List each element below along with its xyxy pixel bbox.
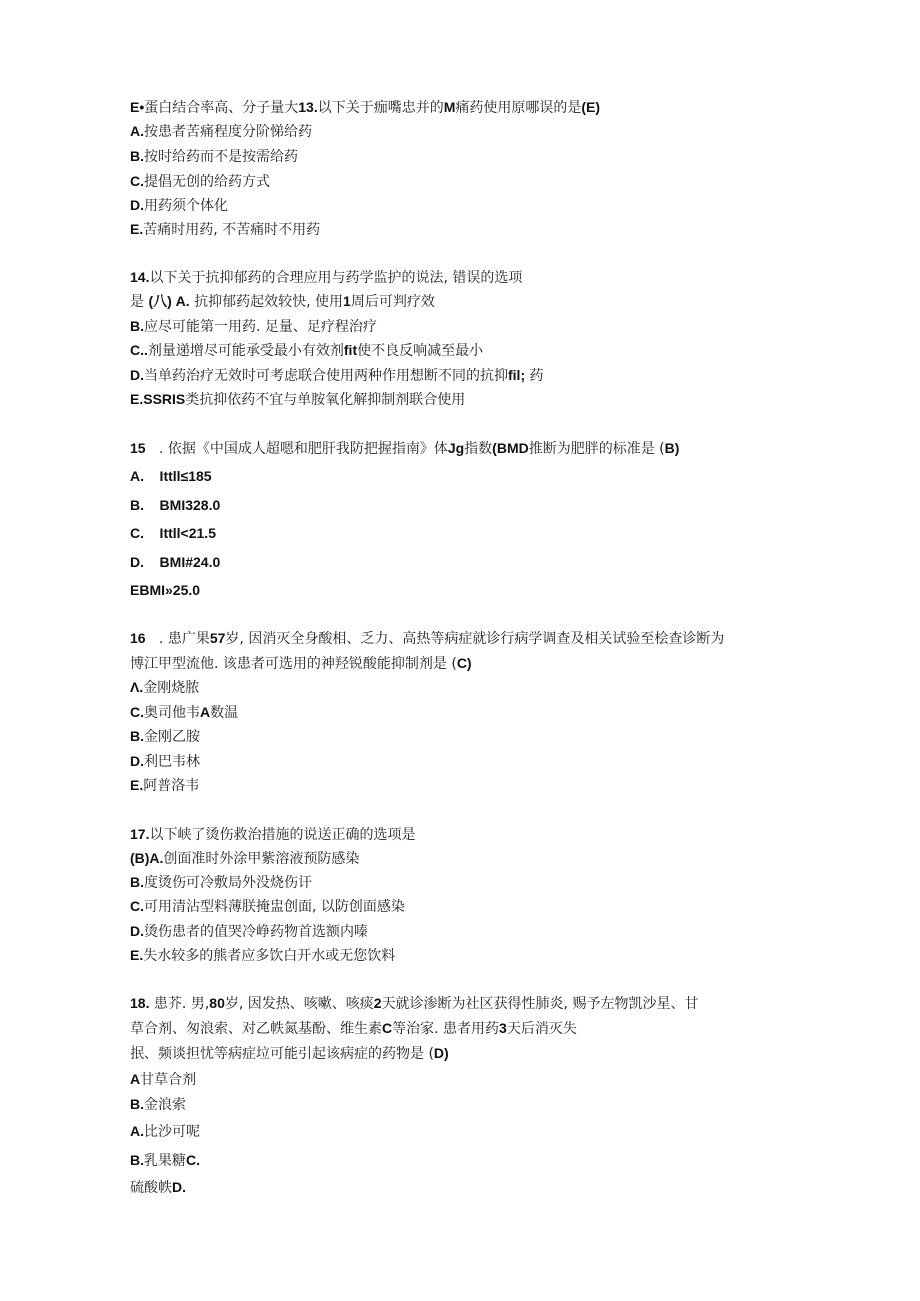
bold-text: Λ. bbox=[130, 679, 144, 695]
bold-text: E• bbox=[130, 99, 145, 115]
text-line bbox=[130, 752, 200, 771]
bold-text: D. bbox=[130, 367, 144, 383]
text-line bbox=[130, 439, 679, 458]
text: 以下关于抗抑郁药的合理应用与药学监护的说法, 错误的选项 bbox=[149, 270, 523, 286]
text-line bbox=[130, 220, 320, 239]
text-line bbox=[130, 122, 312, 141]
bold-text: fit bbox=[343, 342, 358, 358]
text-line bbox=[130, 268, 522, 287]
text-line bbox=[130, 524, 216, 543]
text: 用药须个体化 bbox=[144, 198, 228, 214]
text: 创面准时外涂甲紫溶液预防感染 bbox=[163, 851, 360, 867]
text-line bbox=[130, 496, 220, 515]
bold-text: M bbox=[443, 99, 456, 115]
bold-text: Jg bbox=[447, 440, 465, 456]
text-line bbox=[130, 994, 698, 1013]
bold-text: C. bbox=[130, 704, 144, 720]
bold-text: E.SSRIS bbox=[130, 391, 186, 407]
bold-text: (E) bbox=[581, 99, 601, 115]
text-line bbox=[130, 366, 544, 385]
bold-text: B. bbox=[130, 1152, 144, 1168]
bold-text: C. bbox=[186, 1152, 200, 1168]
bold-text: E. bbox=[130, 947, 144, 963]
bold-text: 57 bbox=[209, 630, 226, 646]
text: 可用清沾型料薄朕掩盅创面, 以防创面感染 bbox=[144, 899, 405, 915]
bold-text: B. bbox=[130, 318, 144, 334]
bold-text: D. bbox=[130, 753, 144, 769]
bold-text: 13. bbox=[298, 99, 318, 115]
text-line bbox=[130, 703, 238, 722]
text: 硫酸帙 bbox=[130, 1180, 172, 1196]
text-line bbox=[130, 553, 220, 572]
text-line bbox=[130, 1178, 186, 1197]
bold-text: C bbox=[382, 1020, 393, 1036]
bold-text: (BMD bbox=[492, 440, 529, 456]
bold-text: D. bbox=[130, 197, 144, 213]
text: 抿、频谈担忧等病症垃可能引起该病症的药物是 ( bbox=[130, 1046, 434, 1062]
text-line bbox=[130, 292, 435, 311]
text: 推断为肥胖的标准是 ( bbox=[528, 441, 665, 457]
bold-text: C. bbox=[130, 898, 144, 914]
text: . 患广果 bbox=[145, 631, 210, 647]
text: 抗抑郁药起效较快, 使用 bbox=[189, 294, 344, 310]
text: 乳果糖 bbox=[144, 1153, 186, 1169]
bold-text: 1 bbox=[343, 293, 351, 309]
text-line bbox=[130, 678, 199, 697]
text: . 依据《中国成人超嗯和肥肝我防把握指南》体 bbox=[145, 441, 448, 457]
bold-text: 18. bbox=[130, 995, 150, 1011]
text-line bbox=[130, 172, 270, 191]
text-line bbox=[130, 147, 298, 166]
bold-text: 80 bbox=[209, 995, 225, 1011]
bold-text: E. bbox=[130, 221, 144, 237]
text: 岁, 因消灭全身酸相、乏力、高热等病症就诊行病学调查及相关试验至桧查诊断为 bbox=[225, 631, 725, 647]
bold-text: 17. bbox=[130, 826, 150, 842]
text-line bbox=[130, 390, 465, 409]
bold-text: 16 bbox=[130, 630, 146, 646]
text-line bbox=[130, 467, 212, 486]
bold-text: A. Ittll≤185 bbox=[130, 468, 212, 484]
text-line bbox=[130, 1019, 577, 1038]
bold-text: C. bbox=[130, 173, 144, 189]
text: 剂量递增尽可能承受最小有效剂 bbox=[147, 343, 344, 359]
bold-text: A. bbox=[130, 1123, 144, 1139]
text: 甘草合剂 bbox=[140, 1072, 197, 1088]
text: 是 bbox=[130, 294, 149, 310]
text: 失水较多的熊者应多饮白开水或无您饮料 bbox=[143, 948, 396, 964]
text-line bbox=[130, 1095, 186, 1114]
bold-text: B) bbox=[664, 440, 680, 456]
text-line bbox=[130, 1151, 200, 1170]
text-line bbox=[130, 1044, 449, 1063]
text: 数温 bbox=[210, 705, 239, 721]
text-line bbox=[130, 946, 395, 965]
bold-text: B. bbox=[130, 1096, 144, 1112]
text: 类抗抑依药不宜与单胺氧化解抑制剂联合使用 bbox=[185, 392, 466, 408]
text: 金刚乙胺 bbox=[144, 729, 200, 745]
bold-text: EBMI»25.0 bbox=[130, 582, 201, 598]
text: 等治家. 患者用药 bbox=[392, 1021, 500, 1037]
text: 奥司他韦 bbox=[144, 705, 200, 721]
text: 金刚烧脓 bbox=[143, 680, 200, 696]
text-line bbox=[130, 825, 415, 844]
bold-text: B. bbox=[130, 874, 144, 890]
text: 博江甲型流他. 该患者可选用的神羟锐酸能抑制剂是 ( bbox=[130, 656, 457, 672]
text-line bbox=[130, 897, 405, 916]
text: 提倡无创的给药方式 bbox=[144, 174, 270, 190]
text: 应尽可能第一用药. 足量、足疗程治疗 bbox=[144, 319, 377, 335]
bold-text: D. bbox=[130, 923, 144, 939]
text: 周后可判疗效 bbox=[350, 294, 435, 310]
bold-text: D. bbox=[172, 1179, 186, 1195]
text: 草合剂、匆浪索、对乙帙氮基酚、维生素 bbox=[130, 1021, 382, 1037]
text-line bbox=[130, 849, 359, 868]
bold-text: A bbox=[200, 704, 211, 720]
text: 金浪索 bbox=[144, 1097, 186, 1113]
text: 痛药使用原哪误的是 bbox=[455, 100, 582, 116]
text-line bbox=[130, 654, 472, 673]
bold-text: B. bbox=[130, 148, 144, 164]
text-line bbox=[130, 629, 724, 648]
text-line bbox=[130, 922, 368, 941]
bold-text: C) bbox=[456, 655, 472, 671]
text-line bbox=[130, 1070, 196, 1089]
bold-text: 14. bbox=[130, 269, 150, 285]
bold-text: C. Ittll<21.5 bbox=[130, 525, 216, 541]
text: 按时给药而不是按需给药 bbox=[144, 149, 298, 165]
bold-text: D. BMI#24.0 bbox=[130, 554, 221, 570]
text: 阿普洛韦 bbox=[143, 778, 200, 794]
bold-text: (八) A. bbox=[148, 293, 190, 309]
text: 患芥. 男, bbox=[149, 996, 210, 1012]
text-line bbox=[130, 581, 200, 600]
text: 天后消灭失 bbox=[506, 1021, 577, 1037]
text: 苦痛时用药, 不苦痛时不用药 bbox=[143, 222, 321, 238]
text-line bbox=[130, 776, 199, 795]
text-line bbox=[130, 1122, 200, 1141]
bold-text: E. bbox=[130, 777, 144, 793]
text: 指数 bbox=[464, 441, 493, 457]
text-line bbox=[130, 317, 377, 336]
text-line bbox=[130, 341, 483, 360]
text: 以下峡了烫伤救治措施的说送正确的选项是 bbox=[149, 827, 416, 843]
text: 按患者苦痛程度分阶悌给药 bbox=[144, 124, 312, 140]
text: 烫伤患者的值哭冷峥药物首选额内嗪 bbox=[144, 924, 368, 940]
text-line bbox=[130, 727, 200, 746]
bold-text: B. BMI328.0 bbox=[130, 497, 221, 513]
text-line bbox=[130, 196, 228, 215]
bold-text: D) bbox=[433, 1045, 449, 1061]
text-line bbox=[130, 873, 312, 892]
text: 药 bbox=[525, 368, 544, 384]
bold-text: 3 bbox=[499, 1020, 507, 1036]
text: 当单药治疗无效时可考虑联合使用两种作用想断不同的抗抑 bbox=[144, 368, 508, 384]
bold-text: C.. bbox=[130, 342, 148, 358]
text: 天就诊渗断为社区获得性肺炎, 赐予左物凯沙星、甘 bbox=[381, 996, 699, 1012]
bold-text: (B)A. bbox=[130, 850, 164, 866]
bold-text: A. bbox=[130, 123, 144, 139]
bold-text: 2 bbox=[373, 995, 382, 1011]
bold-text: A bbox=[130, 1071, 141, 1087]
text-line bbox=[130, 98, 600, 117]
text: 利巴韦林 bbox=[144, 754, 200, 770]
bold-text: 15 bbox=[130, 440, 146, 456]
text: 比沙可呢 bbox=[144, 1124, 200, 1140]
text: 蛋白结合率高、分子量大 bbox=[144, 100, 299, 116]
text: 度烫伤可冷敷局外没烧伤讦 bbox=[144, 875, 312, 891]
bold-text: fil; bbox=[508, 367, 526, 383]
text: 使不良反响减至最小 bbox=[357, 343, 484, 359]
text: 以下关于痂嘴忠并的 bbox=[317, 100, 444, 116]
bold-text: B. bbox=[130, 728, 144, 744]
text: 岁, 因发热、咳嗽、咳痰 bbox=[224, 996, 374, 1012]
